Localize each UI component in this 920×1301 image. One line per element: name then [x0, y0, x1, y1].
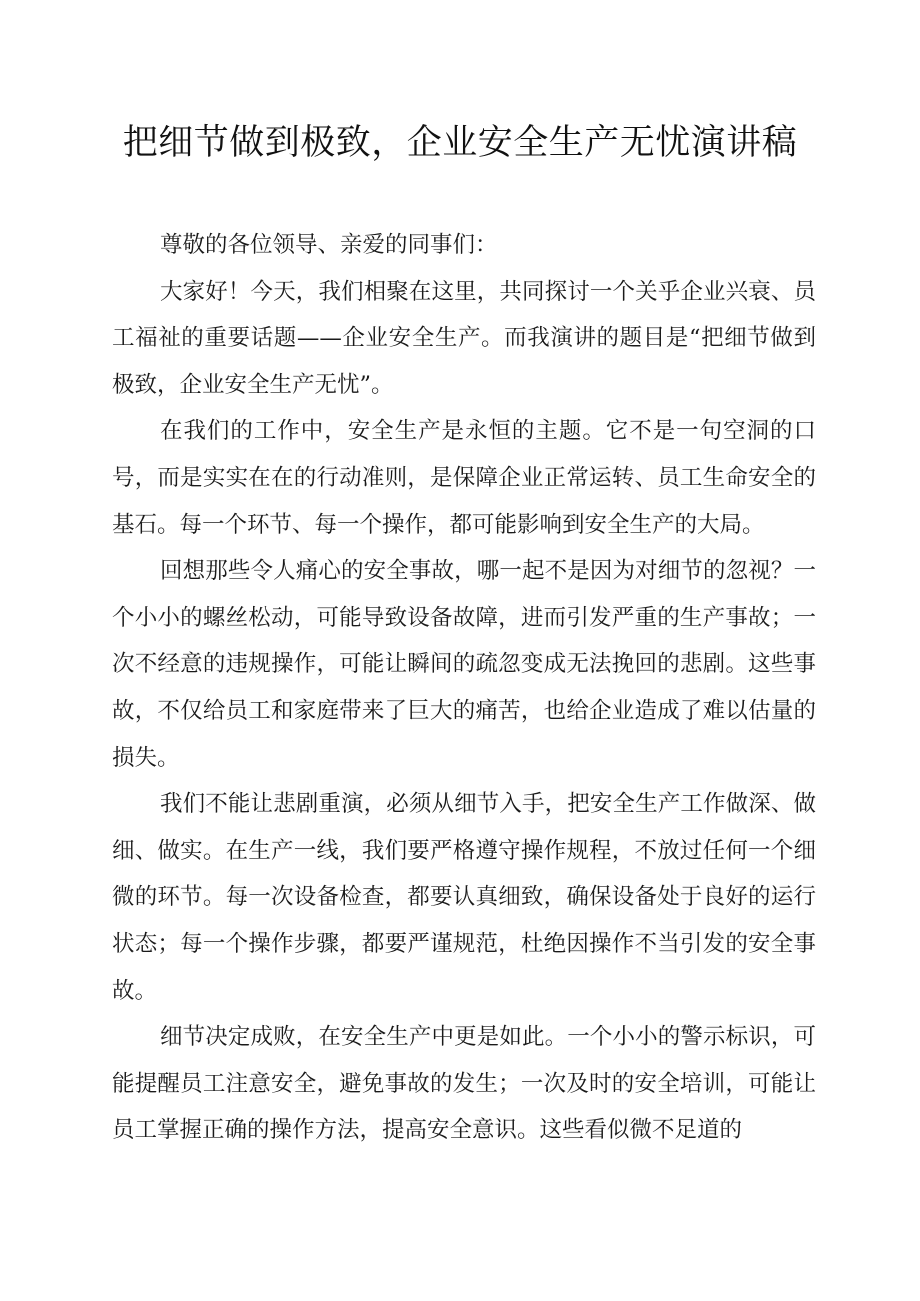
document-body — [112, 222, 816, 1154]
body-paragraph: 在我们的工作中，安全生产是永恒的主题。它不是一句空洞的口号，而是实实在在的行动准则，是保障企业正常运转、员工生命安全的基石。每一个环节、每一个操作，都可能影响到安全生产的大局。 — [112, 418, 816, 538]
body-paragraph: 细节决定成败，在安全生产中更是如此。一个小小的警示标识，可能提醒员工注意安全，避免事故的发生；一次及时的安全培训，可能让员工掌握正确的操作方法，提高安全意识。这些看似微不足道的 — [112, 1024, 816, 1144]
document-title: 把细节做到极致，企业安全生产无忧演讲稿 — [122, 123, 798, 163]
body-paragraph: 大家好！今天，我们相聚在这里，共同探讨一个关乎企业兴衰、员工福祉的重要话题——企业安全生产。而我演讲的题目是“把细节做到极致，企业安全生产无忧”。 — [112, 278, 816, 398]
body-paragraph: 回想那些令人痛心的安全事故，哪一起不是因为对细节的忽视？一个小小的螺丝松动，可能导致设备故障，进而引发严重的生产事故；一次不经意的违规操作，可能让瞬间的疏忽变成无法挽回的悲剧。这些事故，不仅给员工和家庭带来了巨大的痛苦，也给企业造成了难以估量的损失。 — [112, 558, 816, 771]
salutation-paragraph: 尊敬的各位领导、亲爱的同事们： — [160, 232, 498, 258]
body-paragraph: 我们不能让悲剧重演，必须从细节入手，把安全生产工作做深、做细、做实。在生产一线，我们要严格遵守操作规程，不放过任何一个细微的环节。每一次设备检查，都要认真细致，确保设备处于良好的运行状态；每一个操作步骤，都要严谨规范，杜绝因操作不当引发的安全事故。 — [112, 791, 816, 1004]
